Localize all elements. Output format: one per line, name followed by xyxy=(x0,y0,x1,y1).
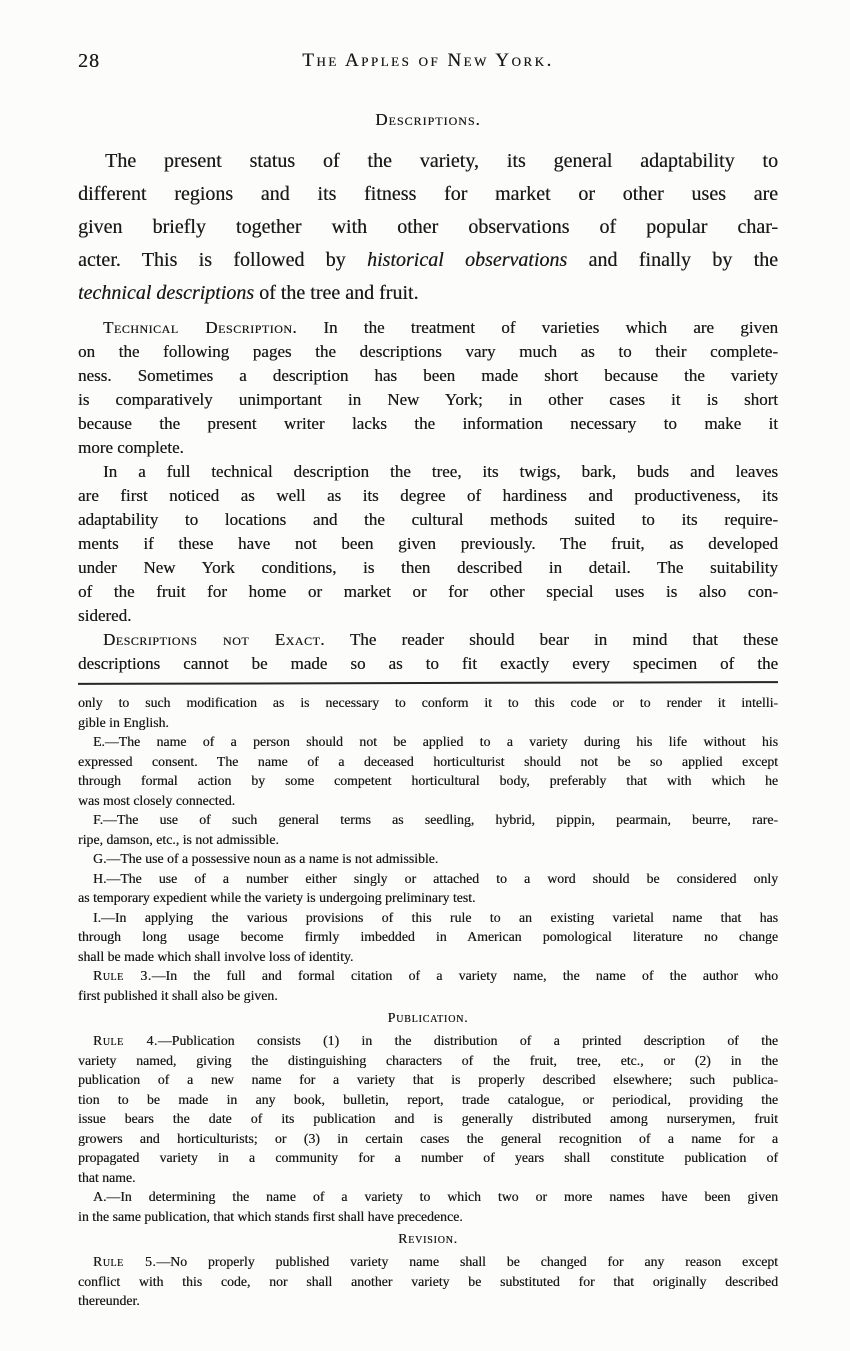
text-segment: of the fruit for home or market or for other special uses is also con- xyxy=(78,582,778,601)
text-segment: ments if these have not been given previously. The fruit, as developed xyxy=(78,534,778,553)
footnote-paragraph-e xyxy=(78,732,778,810)
text-segment: G.—The use of a possessive noun as a name is not admissible. xyxy=(93,851,439,866)
text-line xyxy=(78,1090,778,1110)
text-line xyxy=(78,604,778,628)
text-segment: ness. Sometimes a description has been made short because the variety xyxy=(78,366,778,385)
text-line xyxy=(78,244,778,277)
small-caps-lead: Descriptions not Exact. xyxy=(103,630,326,649)
text-segment: as temporary expedient while the variety is undergoing preliminary test. xyxy=(78,890,476,905)
text-line xyxy=(78,1187,778,1207)
text-segment: thereunder. xyxy=(78,1293,140,1308)
text-line xyxy=(78,436,778,460)
text-segment: propagated variety in a community for a number of years shall constitute publication of xyxy=(78,1150,778,1165)
text-segment: and finally by the xyxy=(567,249,779,271)
italic-text: historical observations xyxy=(366,249,568,271)
text-segment: A.—In determining the name of a variety to which two or more names have been given xyxy=(93,1189,778,1204)
text-segment: ripe, damson, etc., is not admissible. xyxy=(78,831,279,847)
text-line xyxy=(78,484,778,508)
text-line xyxy=(78,1252,778,1272)
text-line xyxy=(78,986,778,1006)
text-line xyxy=(78,849,778,869)
text-segment: only to such modification as is necessary to conform it to this code or to render it intelli- xyxy=(78,695,778,710)
text-line xyxy=(78,771,778,791)
text-line xyxy=(78,966,778,986)
running-head xyxy=(78,50,778,76)
text-line xyxy=(78,1291,778,1311)
text-line xyxy=(78,810,778,830)
text-segment: under New York conditions, is then described in detail. The suitability xyxy=(78,558,778,577)
small-caps-lead: Technical Description. xyxy=(103,318,298,337)
text-segment: E.—The name of a person should not be applied to a variety during his life without his xyxy=(93,734,778,749)
text-line xyxy=(78,713,778,733)
text-segment: conflict with this code, nor shall another variety be substituted for that originally described xyxy=(78,1273,778,1289)
text-line xyxy=(78,388,778,412)
text-line xyxy=(78,532,778,556)
footnote-paragraph-h xyxy=(78,869,778,908)
paragraph-full-technical-description xyxy=(78,460,778,628)
text-segment: —Publication consists (1) in the distribution of a printed description of the xyxy=(157,1033,778,1048)
footnote-paragraph-rule-3 xyxy=(78,966,778,1005)
text-line xyxy=(78,927,778,947)
text-segment: in the same publication, that which stands first shall have precedence. xyxy=(78,1208,463,1224)
text-line xyxy=(78,1207,778,1227)
text-line xyxy=(78,1168,778,1188)
paragraph-descriptions-not-exact xyxy=(78,628,778,676)
text-segment: In a full technical description the tree, its twigs, bark, buds and leaves xyxy=(103,462,778,481)
text-line xyxy=(78,556,778,580)
text-segment: through long usage become firmly imbedded in American pomological literature no change xyxy=(78,929,778,944)
text-line xyxy=(78,732,778,752)
small-caps-lead: Rule 4. xyxy=(93,1033,158,1048)
footnote-block xyxy=(78,693,778,1311)
text-segment: descriptions cannot be made so as to fit exactly every specimen of the xyxy=(78,654,778,673)
text-line xyxy=(78,1129,778,1149)
text-segment: I.—In applying the various provisions of this rule to an existing varietal name that has xyxy=(93,909,778,925)
text-line xyxy=(78,869,778,889)
footnote-separator-rule xyxy=(78,681,778,685)
text-segment: growers and horticulturists; or (3) in certain cases the general recognition of a name for a xyxy=(78,1130,778,1146)
text-line xyxy=(78,145,778,178)
text-segment: because the present writer lacks the information necessary to make it xyxy=(78,414,778,433)
text-segment: was most closely connected. xyxy=(78,792,236,808)
text-segment: different regions and its fitness for market or other uses are xyxy=(78,183,778,205)
text-line xyxy=(78,580,778,604)
text-segment: H.—The use of a number either singly or attached to a word should be considered only xyxy=(93,870,778,886)
text-line xyxy=(78,1148,778,1168)
text-segment: —No properly published variety name shall be changed for any reason except xyxy=(156,1254,778,1269)
text-segment: on the following pages the descriptions vary much as to their complete- xyxy=(78,342,778,361)
text-line xyxy=(78,652,778,676)
text-line xyxy=(78,1070,778,1090)
text-segment: through formal action by some competent horticultural body, preferably that with which he xyxy=(78,773,778,788)
text-segment: The reader should bear in mind that these xyxy=(325,630,778,649)
text-line xyxy=(78,1031,778,1051)
text-line xyxy=(78,178,778,211)
small-caps-lead: Rule 5. xyxy=(93,1254,157,1269)
text-segment: shall be made which shall involve loss of identity. xyxy=(78,948,354,964)
text-line xyxy=(78,1109,778,1129)
text-segment: are first noticed as well as its degree of hardiness and productiveness, its xyxy=(78,486,778,505)
paragraph-intro xyxy=(78,145,778,310)
text-line xyxy=(78,1272,778,1292)
text-segment: F.—The use of such general terms as seedling, hybrid, pippin, pearmain, beurre, rare- xyxy=(93,812,778,827)
text-segment: first published it shall also be given. xyxy=(78,987,278,1003)
text-segment: gible in English. xyxy=(78,714,169,730)
text-line xyxy=(78,412,778,436)
italic-text: technical descriptions xyxy=(78,282,255,304)
section-heading: Descriptions. xyxy=(375,110,481,129)
text-line xyxy=(78,364,778,388)
text-line xyxy=(78,791,778,811)
text-segment: given briefly together with other observations of popular char- xyxy=(78,216,778,238)
page-number: 28 xyxy=(78,50,100,72)
text-line xyxy=(78,508,778,532)
footnote-paragraph-f xyxy=(78,810,778,849)
text-line xyxy=(78,908,778,928)
text-segment: variety named, giving the distinguishing characters of the fruit, tree, etc., or (2) in the xyxy=(78,1052,778,1068)
text-segment: publication of a new name for a variety that is properly described elsewhere; such publica- xyxy=(78,1072,778,1087)
text-line xyxy=(78,752,778,772)
footnote-paragraph-continuation xyxy=(78,693,778,732)
text-line xyxy=(78,316,778,340)
footnote-heading-revision: Revision. xyxy=(398,1231,458,1246)
text-line xyxy=(78,211,778,244)
footnote-paragraph-g xyxy=(78,849,778,869)
text-segment: —In the full and formal citation of a variety name, the name of the author who xyxy=(151,968,778,983)
text-segment: more complete. xyxy=(78,438,184,457)
paragraph-technical-description xyxy=(78,316,778,460)
footnote-paragraph-rule-5 xyxy=(78,1252,778,1311)
footnote-paragraph-i xyxy=(78,908,778,967)
text-line xyxy=(78,340,778,364)
text-line xyxy=(78,277,778,310)
text-line xyxy=(78,1051,778,1071)
text-line xyxy=(78,693,778,713)
text-line xyxy=(78,460,778,484)
text-line xyxy=(78,947,778,967)
text-segment: of the tree and fruit. xyxy=(254,282,419,304)
text-line xyxy=(78,888,778,908)
text-segment: adaptability to locations and the cultural methods suited to its require- xyxy=(78,510,778,529)
text-segment: acter. This is followed by xyxy=(78,249,367,271)
text-segment: expressed consent. The name of a deceased horticulturist should not be so applied except xyxy=(78,753,778,769)
text-segment: issue bears the date of its publication and is generally distributed among nurserymen, fruit xyxy=(78,1111,778,1126)
text-line xyxy=(78,628,778,652)
text-segment: is comparatively unimportant in New York; in other cases it is short xyxy=(78,390,778,409)
text-segment: sidered. xyxy=(78,606,132,625)
footnote-paragraph-rule-4 xyxy=(78,1031,778,1187)
footnote-heading-publication: Publication. xyxy=(387,1010,469,1025)
small-caps-lead: Rule 3. xyxy=(93,968,152,983)
text-segment: that name. xyxy=(78,1169,136,1185)
footnote-paragraph-a xyxy=(78,1187,778,1226)
text-segment: In the treatment of varieties which are given xyxy=(297,318,778,337)
text-line xyxy=(78,830,778,850)
text-segment: The present status of the variety, its general adaptability to xyxy=(105,150,778,172)
text-segment: tion to be made in any book, bulletin, report, trade catalogue, or periodical, providing the xyxy=(78,1091,778,1107)
running-title: The Apples of New York. xyxy=(302,50,554,71)
